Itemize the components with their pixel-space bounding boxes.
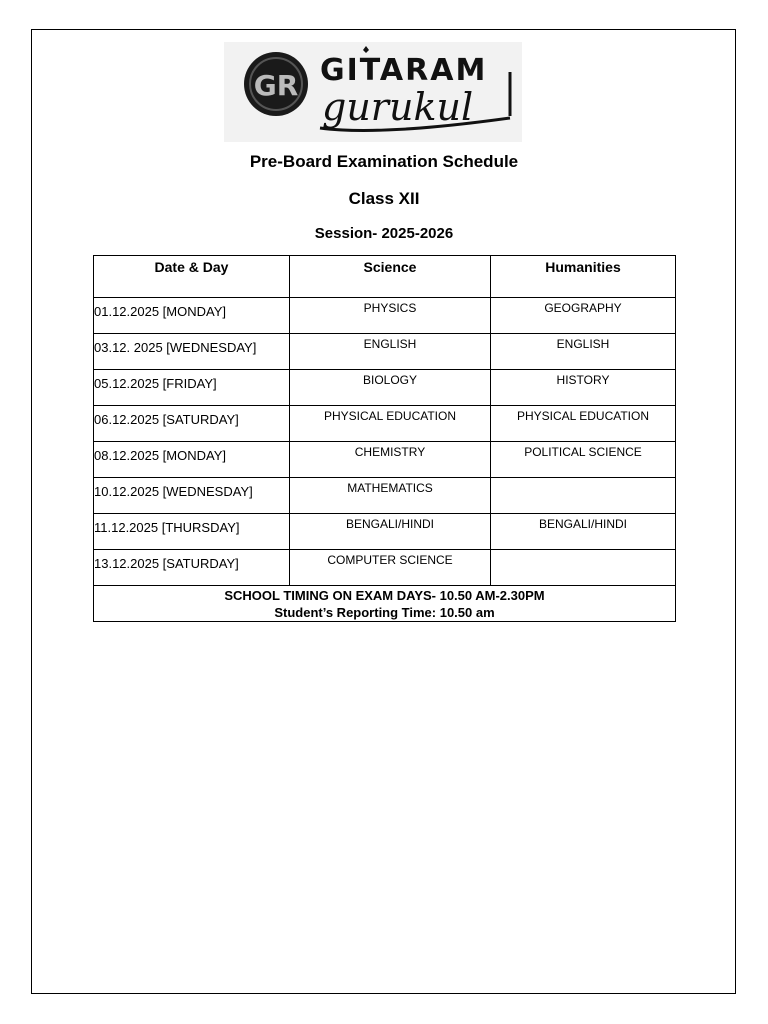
reporting-time-text: Student’s Reporting Time: 10.50 am [274,605,495,620]
page-title: Pre-Board Examination Schedule [249,152,519,171]
science-cell: MATHEMATICS [290,478,491,514]
column-header-date: Date & Day [94,256,290,298]
column-header-humanities: Humanities [491,256,676,298]
table-row [94,298,676,334]
science-cell: PHYSICS [290,298,491,334]
school-timing-text: SCHOOL TIMING ON EXAM DAYS- 10.50 AM-2.30PM [224,588,545,603]
logo-name-line1: GITARAM [320,53,488,88]
table-row [94,370,676,406]
table-footer-row [94,586,676,622]
table-row [94,334,676,370]
humanities-cell [491,478,676,514]
school-logo [224,42,522,142]
table-row [94,514,676,550]
table-row [94,406,676,442]
table-row [94,442,676,478]
date-cell: 06.12.2025 [SATURDAY] [94,406,290,442]
exam-schedule-table [93,255,676,622]
science-cell: COMPUTER SCIENCE [290,550,491,586]
table-row [94,550,676,586]
science-cell: ENGLISH [290,334,491,370]
science-cell: BIOLOGY [290,370,491,406]
science-cell: PHYSICAL EDUCATION [290,406,491,442]
humanities-cell: PHYSICAL EDUCATION [491,406,676,442]
date-cell: 13.12.2025 [SATURDAY] [94,550,290,586]
science-cell: CHEMISTRY [290,442,491,478]
humanities-cell: HISTORY [491,370,676,406]
humanities-cell: GEOGRAPHY [491,298,676,334]
science-cell: BENGALI/HINDI [290,514,491,550]
humanities-cell: POLITICAL SCIENCE [491,442,676,478]
humanities-cell: ENGLISH [491,334,676,370]
date-cell: 08.12.2025 [MONDAY] [94,442,290,478]
date-cell: 01.12.2025 [MONDAY] [94,298,290,334]
class-heading: Class XII [348,189,420,208]
humanities-cell [491,550,676,586]
date-cell: 11.12.2025 [THURSDAY] [94,514,290,550]
timing-note [94,586,676,622]
table-header-row [94,256,676,298]
table-row [94,478,676,514]
date-cell: 03.12. 2025 [WEDNESDAY] [94,334,290,370]
date-cell: 05.12.2025 [FRIDAY] [94,370,290,406]
humanities-cell: BENGALI/HINDI [491,514,676,550]
session-heading: Session- 2025-2026 [314,225,454,242]
logo-graphic [224,42,522,142]
logo-emblem-text: GR [253,69,299,102]
logo-name-line2: gurukul [322,85,474,129]
column-header-science: Science [290,256,491,298]
date-cell: 10.12.2025 [WEDNESDAY] [94,478,290,514]
